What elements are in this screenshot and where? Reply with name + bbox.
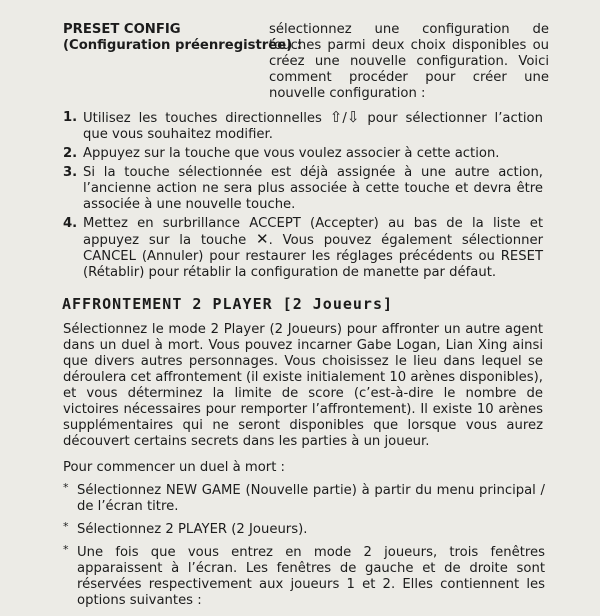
deathmatch-steps-list [63,483,545,616]
step-number: 1. [63,110,78,125]
bullet-text: Sélectionnez 2 PLAYER (2 Joueurs). [77,522,308,537]
step-text-continued: pour sélectionner l’action que vous souhaitez modifier. [83,111,543,142]
slash-separator: / [342,111,347,126]
step-item [63,146,543,162]
step-text: Mettez en surbrillance ACCEPT (Accepter) au bas de la liste et appuyez sur la touche [83,216,543,248]
bullet-item [63,545,545,609]
step-text: Si la touche sélectionnée est déjà assignée à une autre action, l’ancienne action ne sera plus associée à cette touche et devra être associée à une nouvelle touche. [83,165,543,212]
down-arrow-icon: ⇩ [346,108,360,126]
bullet-text: Une fois que vous entrez en mode 2 joueurs, trois fenêtres apparaissent à l’écran. Les fenêtres de gauche et de droite sont réservées respectivement aux joueurs 1 et 2. Elles contiennent les options suivantes : [77,545,545,608]
bullet-star-icon: * [63,481,69,494]
bullet-item [63,483,545,515]
cross-button-icon: ✕ [256,230,269,248]
bullet-star-icon: * [63,543,69,556]
bullet-item [63,522,545,538]
step-text-continued: . Vous pouvez également sélectionner CANCEL (Annuler) pour restaurer les réglages précédents ou RESET (Rétablir) pour rétablir la configuration de manette par défaut. [83,233,543,280]
step-item [63,216,543,281]
bullet-star-icon: * [63,520,69,533]
section-heading: AFFRONTEMENT 2 PLAYER [2 Joueurs] [62,295,394,313]
preset-config-term [63,22,303,54]
preset-term-line2: (Configuration préenregistrée) : [63,38,303,53]
step-item [63,165,543,213]
section-paragraph: Sélectionnez le mode 2 Player (2 Joueurs) pour affronter un autre agent dans un duel à mort. Vous pouvez incarner Gabe Logan, Lian Xing ainsi que divers autres personnages. Vous choisissez le lieu dans lequel se déroulera cet affrontement (il existe initialement 10 arènes disponibles), et vous déterminez la limite de score (c’est-à-dire le nombre de victoires nécessaires pour remporter l’affrontement). Il existe 10 arènes supplémentaires qui ne seront disponibles que lorsque vous aurez découvert certains secrets dans les parties à un joueur. [63,322,543,449]
bullet-text: Sélectionnez NEW GAME (Nouvelle partie) à partir du menu principal / de l’écran titre. [77,483,545,514]
deathmatch-intro: Pour commencer un duel à mort : [63,460,286,475]
step-number: 4. [63,216,78,231]
step-text: Utilisez les touches directionnelles [83,111,330,126]
preset-config-description: sélectionnez une configuration de touches parmi deux choix disponibles ou créez une nouvelle configuration. Voici comment procéder pour créer une nouvelle configuration : [269,22,549,101]
step-number: 3. [63,165,78,180]
config-steps-list [63,110,543,284]
step-item [63,110,543,143]
up-arrow-icon: ⇧ [329,108,343,126]
step-text: Appuyez sur la touche que vous voulez associer à cette action. [83,146,500,161]
preset-term-line1: PRESET CONFIG [63,22,181,37]
step-number: 2. [63,146,78,161]
